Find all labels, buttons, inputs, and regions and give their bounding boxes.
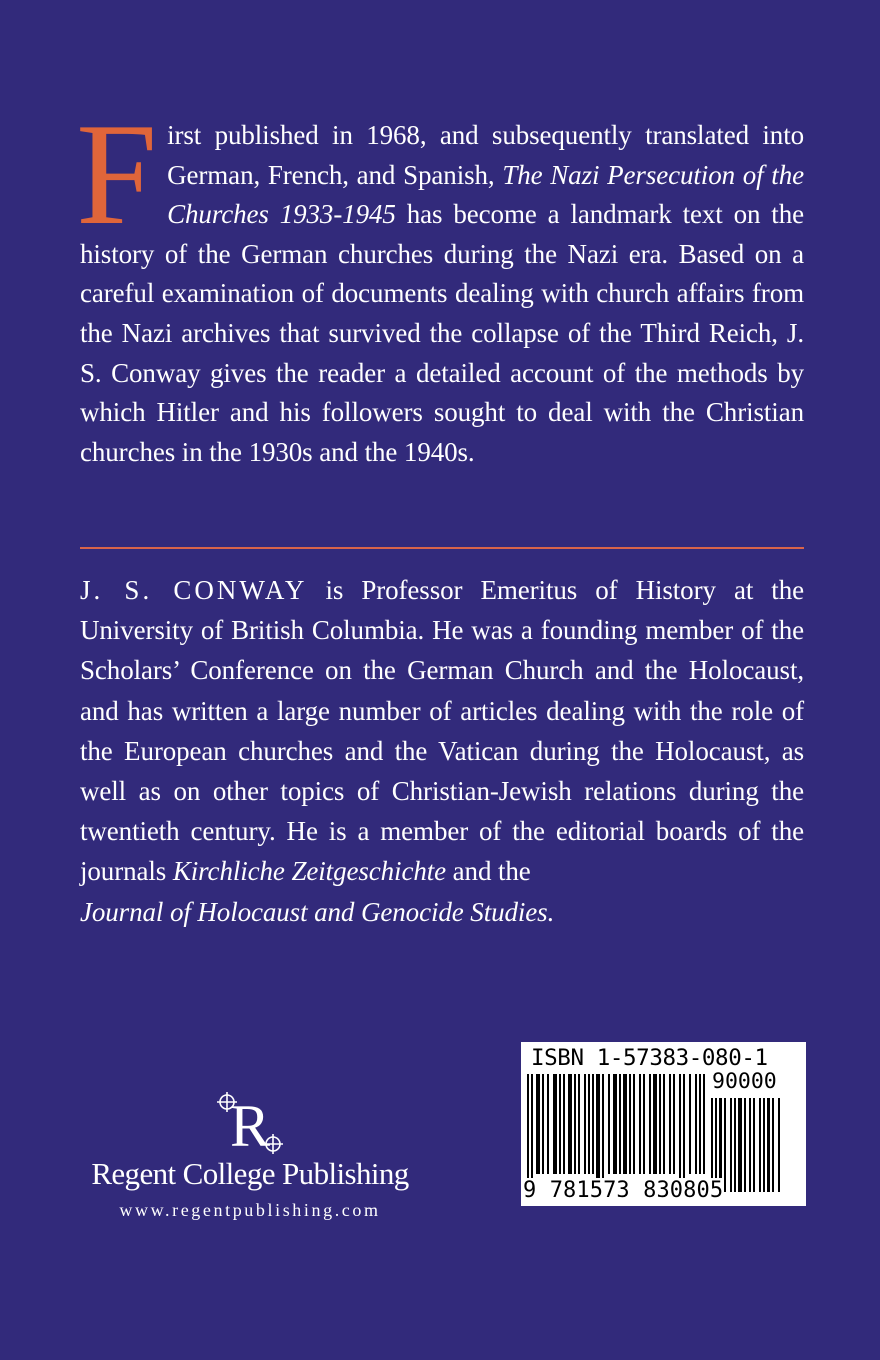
barcode-bar [584,1074,586,1174]
barcode-bar [578,1074,580,1174]
barcode-bar [734,1098,736,1192]
publisher-logo-icon [215,1088,285,1158]
barcode-bar [536,1074,540,1174]
barcode-bar [608,1074,610,1174]
barcode-bar [772,1098,774,1192]
barcode-bar [547,1074,549,1174]
isbn-label: ISBN 1-57383-080-1 [531,1045,768,1071]
barcode-bar [724,1098,726,1192]
publisher-url[interactable]: www.regentpublishing.com [119,1200,381,1220]
barcode-bar [653,1074,657,1174]
description-text-2: has become a landmark text on the history of the German churches during the Nazi era. Based on a careful examination of documents dealing with church affairs from the Nazi archives that survived the collapse of the Third Reich, J. S. Conway gives the reader a detailed account of the methods by which Hitler and his followers sought to deal with the Christian churches in the 1930s and the 1940s. [80,199,804,467]
drop-cap: F [76,93,158,255]
barcode-bar [744,1098,746,1192]
barcode-bar [763,1098,765,1192]
barcode-bar [568,1074,572,1174]
barcode-bar [659,1074,661,1174]
barcode-bar [767,1098,770,1192]
publisher-block [80,1088,420,1221]
barcode-bar [759,1098,761,1192]
barcode-bar [649,1074,651,1174]
description-text-1: irst published in 1968, and subsequently translated into German, French, and Spanish, [167,120,804,190]
barcode-bar [669,1074,671,1174]
barcode-bar [778,1098,780,1192]
barcode-bar [663,1074,665,1174]
barcode-bar [542,1074,544,1174]
barcode-bar [602,1074,604,1182]
barcode-bar [689,1074,691,1174]
author-bio [80,570,804,932]
book-description [76,93,804,472]
bio-text-2: and the [446,856,531,887]
barcode-bar [695,1074,697,1174]
barcode-bar [683,1074,685,1182]
barcode-bar [703,1074,705,1174]
barcode-bar [623,1074,627,1174]
isbn-barcode [521,1042,806,1206]
barcode-bar [563,1074,565,1174]
barcode-bar [527,1074,529,1182]
barcode-bar [592,1074,594,1174]
barcode-bar [619,1074,621,1174]
barcode-bar [673,1074,675,1174]
barcode-bar [559,1074,561,1174]
barcode-bar [613,1074,617,1174]
barcode-bar [574,1074,576,1174]
barcode-bar [639,1074,641,1174]
book-title-italic: The Nazi Persecution of the Churches 1933-1945 [167,159,804,230]
barcode-bar [596,1074,600,1182]
logo-letter: R [229,1093,271,1158]
barcode-bar [749,1098,751,1192]
barcode-bar [553,1074,557,1174]
barcode-bar [753,1098,755,1192]
author-name: J. S. CONWAY [80,575,308,605]
barcode-bar [643,1074,645,1174]
barcode-bar [699,1074,701,1174]
publisher-name: Regent College Publishing [91,1156,409,1191]
price-code: 90000 [712,1069,777,1094]
barcode-bar [730,1098,732,1192]
section-divider [80,547,804,549]
barcode-bar [633,1074,635,1174]
bio-text-1: is Professor Emeritus of History at the University of British Columbia. He was a founding member of the Scholars’ Conference on the German Church and the Holocaust, and has written a large number of articles dealing with the role of the European churches and the Vatican during the Holocaust, as well as on other topics of Christian-Jewish relations during the twentieth century. He is a member of the editorial boards of the journals [80,575,804,887]
barcode-bar [679,1074,681,1182]
barcode-bar [738,1098,742,1192]
addon-barcode-bars [711,1098,797,1194]
ean-digits: 9 781573 830805 [523,1178,724,1203]
ean-barcode-bars [527,1074,707,1182]
barcode-bar [531,1074,533,1182]
barcode-bar [629,1074,631,1174]
journal-title-2: Journal of Holocaust and Genocide Studies. [80,896,555,927]
barcode-bar [588,1074,590,1174]
journal-title-1: Kirchliche Zeitgeschichte [172,856,447,887]
